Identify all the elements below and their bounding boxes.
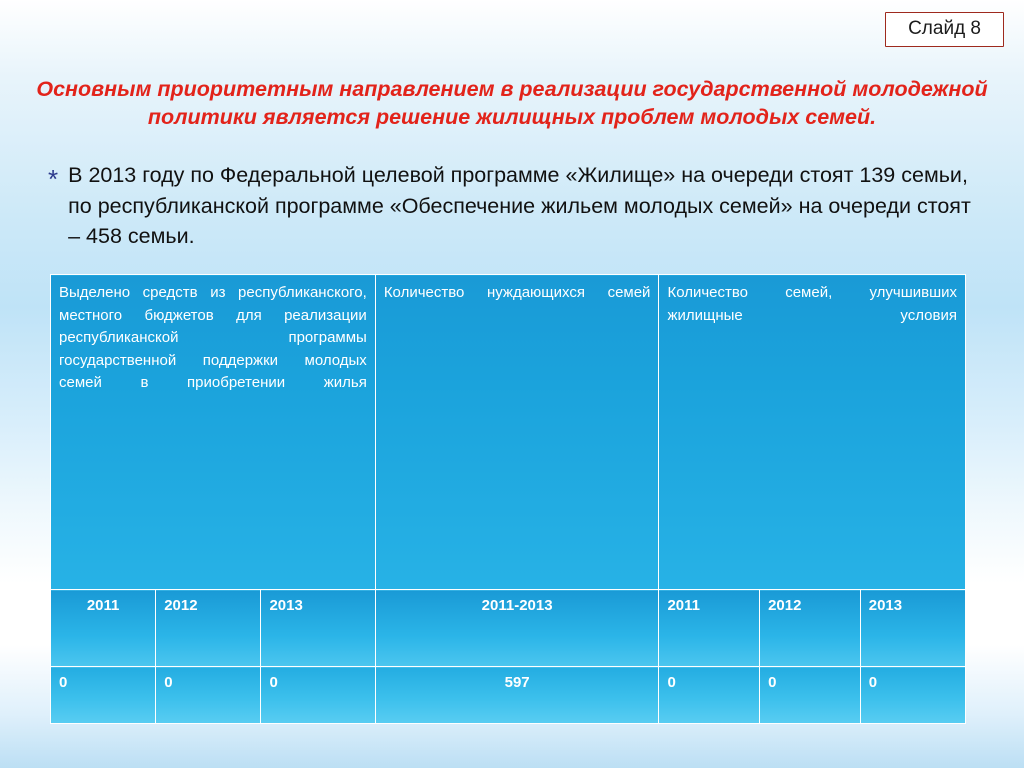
table-value-cell-2012-funds: 0 xyxy=(156,667,261,724)
table-year-cell-2012-funds: 2012 xyxy=(156,590,261,667)
slide-number-badge: Слайд 8 xyxy=(885,12,1004,47)
table-year-cell-2013-funds: 2013 xyxy=(261,590,375,667)
table-header-cell-improved xyxy=(659,275,966,590)
table-header-row xyxy=(51,275,966,590)
table-year-cell-2011-improved: 2011 xyxy=(659,590,760,667)
table-year-cell-2011-funds: 2011 xyxy=(51,590,156,667)
table-value-cell-2013-improved: 0 xyxy=(860,667,965,724)
table-header-cell-funds xyxy=(51,275,376,590)
bullet-paragraph-text: В 2013 году по Федеральной целевой программе «Жилище» на очереди стоят 139 семьи, по республиканской программе «Обеспечение жильем молодых семей» на очереди стоят – 458 семьи. xyxy=(68,163,971,249)
table-header-text-needy: Количество нуждающихся семей xyxy=(383,284,651,301)
data-table xyxy=(50,274,966,724)
table-year-row xyxy=(51,590,966,667)
bullet-paragraph xyxy=(48,160,978,252)
table-value-cell-2011-funds: 0 xyxy=(51,667,156,724)
table-value-cell-2012-improved: 0 xyxy=(760,667,861,724)
table-header-text-funds: Выделено средств из республиканского, местного бюджетов для реализации республиканской программы государственной поддержки молодых семей в приобретении жилья xyxy=(59,284,367,391)
data-table-wrapper xyxy=(50,274,966,724)
table-header-text-improved: Количество семей, улучшивших жилищные условия xyxy=(667,284,957,324)
bullet-marker-icon: * xyxy=(48,164,59,194)
table-year-cell-range-needy: 2011-2013 xyxy=(375,590,659,667)
table-value-cell-2013-funds: 0 xyxy=(261,667,375,724)
table-year-cell-2012-improved: 2012 xyxy=(760,590,861,667)
table-header-cell-needy xyxy=(375,275,659,590)
table-year-cell-2013-improved: 2013 xyxy=(860,590,965,667)
slide-heading: Основным приоритетным направлением в реализации государственной молодежной политики является решение жилищных проблем молодых семей. xyxy=(36,77,988,129)
table-value-row xyxy=(51,667,966,724)
table-value-cell-2011-improved: 0 xyxy=(659,667,760,724)
table-value-cell-range-needy: 597 xyxy=(375,667,659,724)
